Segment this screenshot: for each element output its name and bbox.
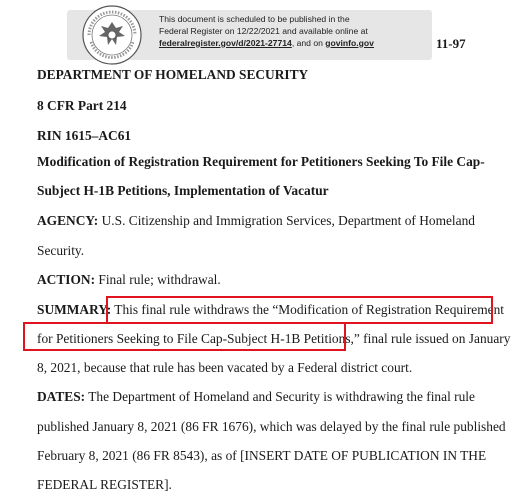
summary-label: SUMMARY:: [37, 302, 112, 317]
notice-line-3: [159, 38, 374, 50]
document-number-fragment: 11-97: [436, 36, 466, 51]
notice-line-2: Federal Register on 12/22/2021 and available online at: [159, 25, 368, 36]
dates-line-1: [37, 389, 475, 405]
federalregister-link[interactable]: federalregister.gov/d/2021-27714: [159, 37, 292, 48]
highlight-box-summary-line-2: [23, 322, 346, 351]
notice-line-1: This document is scheduled to be published in the: [159, 14, 350, 24]
summary-text-2: final rule issued on January: [359, 331, 511, 346]
rule-title-line-1: Modification of Registration Requirement for Petitioners Seeking To File Cap-: [37, 154, 485, 169]
agency-header: DEPARTMENT OF HOMELAND SECURITY: [37, 67, 309, 82]
highlight-box-summary-line-1: [106, 296, 493, 324]
dates-line-2: published January 8, 2021 (86 FR 1676), which was delayed by the final rule published: [37, 419, 506, 434]
dates-text-1: The Department of Homeland and Security is withdrawing the final rule: [85, 389, 475, 404]
summary-line-3: 8, 2021, because that rule has been vacated by a Federal district court.: [37, 360, 413, 375]
dates-line-3: February 8, 2021 (86 FR 8543), as of [INSERT DATE OF PUBLICATION IN THE: [37, 448, 487, 463]
govinfo-link[interactable]: govinfo.gov: [325, 37, 374, 48]
agency-paragraph-line-2: Security.: [37, 243, 85, 258]
summary-text-1: This final rule withdraws the “Modification of Registration Requirement: [111, 302, 504, 317]
summary-highlighted-title: for Petitioners Seeking to File Cap-Subject H-1B Petitions,”: [37, 331, 360, 346]
rule-title-line-2: Subject H-1B Petitions, Implementation of Vacatur: [37, 183, 329, 198]
agency-text: U.S. Citizenship and Immigration Services, Department of Homeland: [98, 213, 475, 228]
federal-register-seal-icon: [81, 4, 143, 66]
agency-paragraph-line-1: [37, 213, 475, 229]
action-label: ACTION:: [37, 272, 96, 287]
agency-label: AGENCY:: [37, 213, 99, 228]
publication-notice-banner: [67, 10, 432, 60]
dates-label: DATES:: [37, 389, 86, 404]
notice-connector: , and on: [291, 37, 326, 48]
dates-line-4: FEDERAL REGISTER].: [37, 477, 172, 492]
action-text: Final rule; withdrawal.: [95, 272, 221, 287]
cfr-part: 8 CFR Part 214: [37, 98, 127, 113]
publication-notice-text: [159, 14, 374, 49]
rin-number: RIN 1615–AC61: [37, 128, 132, 143]
action-paragraph: [37, 272, 221, 288]
